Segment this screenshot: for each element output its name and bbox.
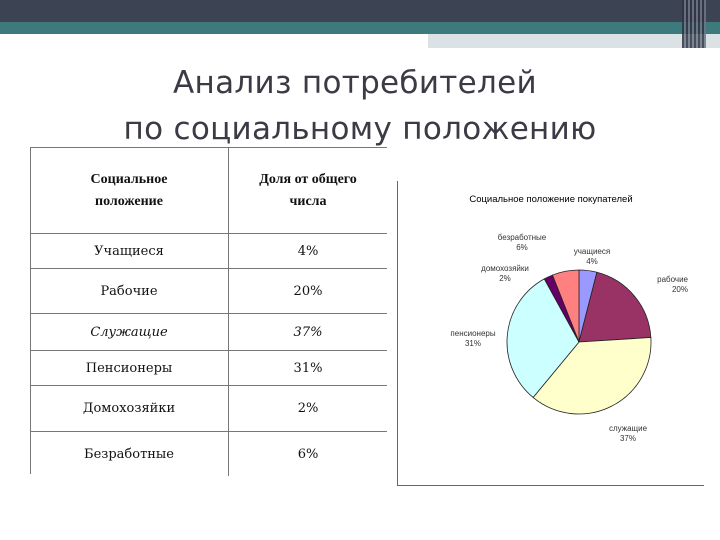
header-category-line-1: Социальное (90, 171, 168, 187)
row-share: 20% (229, 269, 388, 314)
row-category: Домохозяйки (30, 386, 229, 432)
slice-name-label: служащие (608, 424, 648, 433)
row-category: Безработные (30, 432, 229, 477)
social-status-table (30, 147, 387, 476)
table-row (30, 234, 387, 269)
row-category: Учащиеся (30, 234, 229, 269)
slice-value-label: 6% (516, 243, 528, 252)
row-share: 31% (229, 351, 388, 386)
row-share: 2% (229, 386, 388, 432)
slice-value-label: 2% (499, 274, 511, 283)
slice-name-label: рабочие (657, 275, 688, 284)
table-row (30, 351, 387, 386)
header-share-line-1: Доля от общего (259, 171, 357, 187)
row-share: 6% (229, 432, 388, 477)
slide-title-line-2: по социальному положению (123, 111, 597, 147)
header-band-dark (0, 0, 720, 22)
slice-value-label: 20% (671, 285, 688, 294)
slice-name-label: пенсионеры (450, 329, 496, 338)
slice-name-label: домохозяйки (481, 264, 529, 273)
header-band-notch (0, 34, 428, 48)
table-row (30, 432, 387, 477)
table-row (30, 269, 387, 314)
row-share: 4% (229, 234, 388, 269)
slice-value-label: 4% (586, 257, 598, 266)
row-category: Пенсионеры (30, 351, 229, 386)
pie-chart (398, 181, 704, 485)
slice-name-label: безработные (497, 233, 547, 242)
header-share-line-2: числа (289, 193, 327, 209)
header-cell-category (30, 148, 229, 234)
row-share: 37% (229, 314, 388, 351)
slice-name-label: учащиеся (573, 247, 611, 256)
table-header-row (30, 148, 387, 234)
chart-title: Социальное положение покупателей (469, 194, 633, 205)
slice-value-label: 31% (464, 339, 482, 348)
row-category: Служащие (30, 314, 229, 351)
slide-title-line-1: Анализ потребителей (173, 65, 537, 101)
row-category: Рабочие (30, 269, 229, 314)
header-cell-share (229, 148, 388, 234)
header-stripes-decoration (682, 0, 706, 48)
table-row (30, 386, 387, 432)
slice-value-label: 37% (619, 434, 637, 443)
header-category-line-2: положение (95, 193, 163, 209)
pie-chart-panel (397, 181, 704, 486)
table-row (30, 314, 387, 351)
header-band-teal (0, 22, 720, 34)
